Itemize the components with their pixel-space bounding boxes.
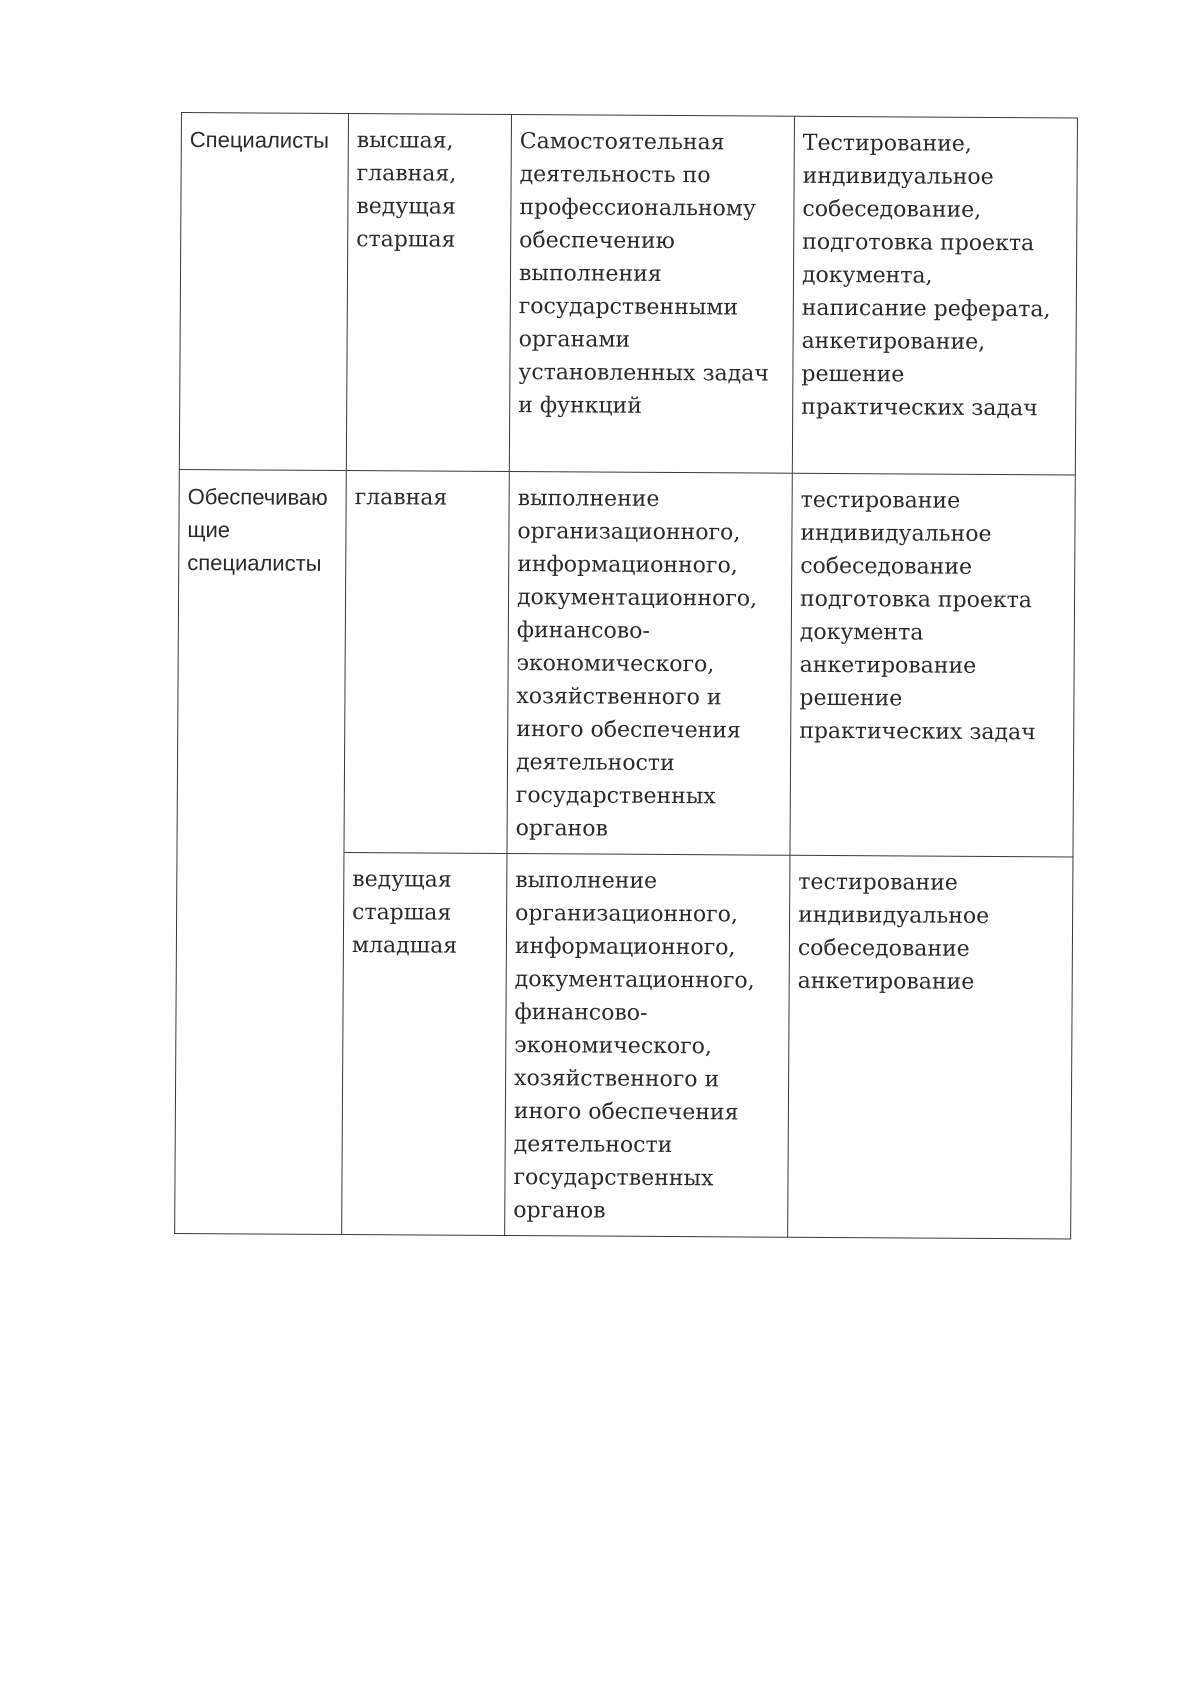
table-row xyxy=(179,113,1077,475)
groups-cell: главная xyxy=(344,471,509,854)
assessment-cell: тестирование индивидуальное собеседование анкетирование xyxy=(788,855,1073,1239)
qualification-table xyxy=(174,112,1078,1239)
groups-cell: ведущая старшая младшая xyxy=(342,853,507,1236)
category-cell: Специалисты xyxy=(179,113,348,471)
functions-cell: выполнение организационного, информационного, документационного, финансово- экономического, хозяйственного и иного обеспечения деятельности государственных органов xyxy=(505,854,790,1238)
functions-cell: выполнение организационного, информационного, документационного, финансово- экономического, хозяйственного и иного обеспечения деятельности государственных органов xyxy=(507,472,792,856)
assessment-cell: Тестирование, индивидуальное собеседование, подготовка проекта документа, написание реферата, анкетирование, решение практических задач xyxy=(792,116,1077,475)
category-cell: Обеспечиваю щие специалисты xyxy=(175,469,347,1234)
functions-cell: Самостоятельная деятельность по профессиональному обеспечению выполнения государственными органами установленных задач и функций xyxy=(509,115,794,474)
assessment-cell: тестирование индивидуальное собеседование подготовка проекта документа анкетирование решение практических задач xyxy=(790,473,1075,857)
table-row xyxy=(177,469,1075,856)
groups-cell: высшая, главная, ведущая старшая xyxy=(346,114,511,472)
